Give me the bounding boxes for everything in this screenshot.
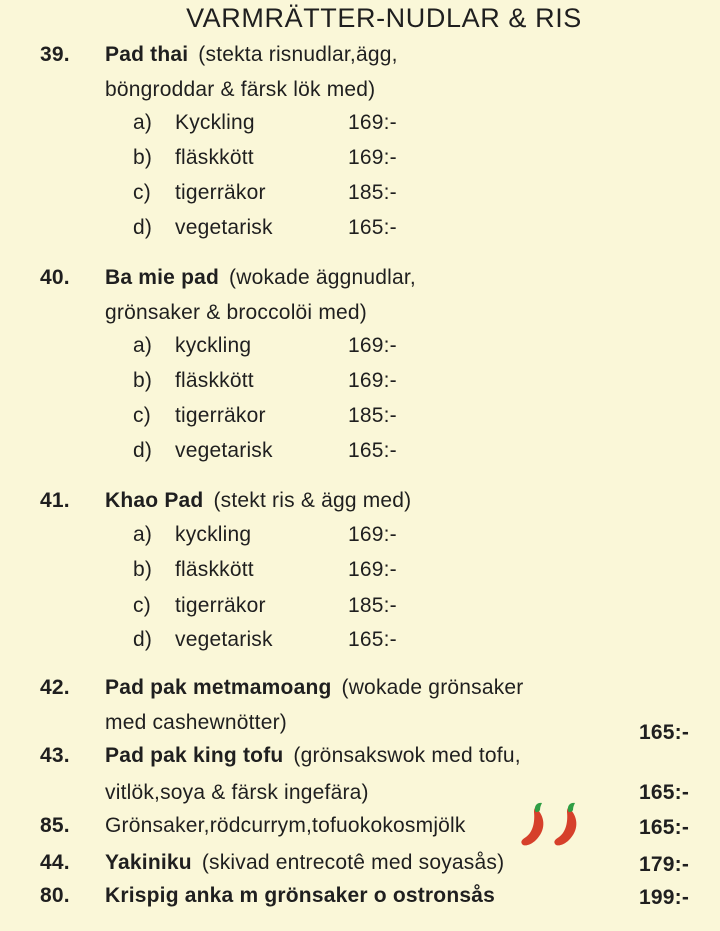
dish-name: Ba mie pad bbox=[105, 266, 220, 289]
option-price: 169:- bbox=[348, 111, 397, 134]
chili-icon bbox=[516, 802, 548, 848]
option-letter: b) bbox=[133, 558, 153, 581]
option-name: fläskkött bbox=[175, 369, 254, 392]
dish-price: 165:- bbox=[639, 781, 690, 804]
dish-name: Khao Pad bbox=[105, 489, 204, 512]
dish-description: med cashewnötter) bbox=[105, 711, 287, 734]
dish-description: (wokade äggnudlar, bbox=[229, 266, 416, 289]
dish-line bbox=[105, 675, 524, 700]
dish-name: Grönsaker,rödcurrym,tofuokokosmjölk bbox=[105, 814, 466, 837]
item-number: 43. bbox=[40, 744, 70, 767]
option-price: 169:- bbox=[348, 558, 397, 581]
dish-price: 165:- bbox=[639, 816, 690, 839]
dish-name: Pad pak metmamoang bbox=[105, 676, 332, 699]
dish-line bbox=[105, 488, 411, 513]
option-letter: c) bbox=[133, 404, 151, 427]
option-name: fläskkött bbox=[175, 558, 254, 581]
item-number: 80. bbox=[40, 884, 70, 907]
dish-description: böngroddar & färsk lök med) bbox=[105, 78, 376, 101]
dish-line bbox=[105, 850, 504, 875]
item-number: 39. bbox=[40, 43, 70, 66]
option-letter: a) bbox=[133, 523, 153, 546]
dish-description: (grönsakswok med tofu, bbox=[293, 744, 521, 767]
option-price: 169:- bbox=[348, 146, 397, 169]
option-price: 165:- bbox=[348, 628, 397, 651]
dish-description: (stekta risnudlar,ägg, bbox=[198, 43, 398, 66]
dish-name: Yakiniku bbox=[105, 851, 192, 874]
option-letter: c) bbox=[133, 181, 151, 204]
dish-line bbox=[105, 743, 521, 768]
item-number: 40. bbox=[40, 266, 70, 289]
option-name: Kyckling bbox=[175, 111, 255, 134]
dish-description: (stekt ris & ägg med) bbox=[213, 489, 412, 512]
option-price: 169:- bbox=[348, 334, 397, 357]
option-name: vegetarisk bbox=[175, 216, 273, 239]
option-letter: a) bbox=[133, 111, 153, 134]
dish-description: grönsaker & broccolöi med) bbox=[105, 301, 367, 324]
page-title: VARMRÄTTER-NUDLAR & RIS bbox=[186, 3, 582, 33]
dish-description: vitlök,soya & färsk ingefära) bbox=[105, 781, 369, 804]
dish-name: Pad pak king tofu bbox=[105, 744, 284, 767]
option-letter: d) bbox=[133, 628, 153, 651]
dish-description: (skivad entrecotê med soyasås) bbox=[201, 851, 505, 874]
option-price: 165:- bbox=[348, 439, 397, 462]
dish-name: Pad thai bbox=[105, 43, 189, 66]
option-name: fläskkött bbox=[175, 146, 254, 169]
option-name: tigerräkor bbox=[175, 181, 266, 204]
option-letter: b) bbox=[133, 146, 153, 169]
item-number: 44. bbox=[40, 851, 70, 874]
dish-line bbox=[105, 265, 416, 290]
option-name: vegetarisk bbox=[175, 628, 273, 651]
option-letter: d) bbox=[133, 439, 153, 462]
option-letter: a) bbox=[133, 334, 153, 357]
dish-price: 199:- bbox=[639, 886, 690, 909]
item-number: 85. bbox=[40, 814, 70, 837]
chili-icon bbox=[549, 802, 581, 848]
option-price: 165:- bbox=[348, 216, 397, 239]
dish-line bbox=[105, 42, 398, 67]
item-number: 42. bbox=[40, 676, 70, 699]
option-name: kyckling bbox=[175, 334, 252, 357]
dish-description: (wokade grönsaker bbox=[341, 676, 524, 699]
option-letter: b) bbox=[133, 369, 153, 392]
option-letter: d) bbox=[133, 216, 153, 239]
option-price: 185:- bbox=[348, 181, 397, 204]
dish-price: 179:- bbox=[639, 853, 690, 876]
option-price: 185:- bbox=[348, 594, 397, 617]
item-number: 41. bbox=[40, 489, 70, 512]
dish-price: 165:- bbox=[639, 721, 690, 744]
option-price: 169:- bbox=[348, 369, 397, 392]
option-price: 185:- bbox=[348, 404, 397, 427]
option-price: 169:- bbox=[348, 523, 397, 546]
option-name: tigerräkor bbox=[175, 594, 266, 617]
option-name: kyckling bbox=[175, 523, 252, 546]
option-name: vegetarisk bbox=[175, 439, 273, 462]
option-letter: c) bbox=[133, 594, 151, 617]
dish-name: Krispig anka m grönsaker o ostronsås bbox=[105, 884, 495, 907]
option-name: tigerräkor bbox=[175, 404, 266, 427]
